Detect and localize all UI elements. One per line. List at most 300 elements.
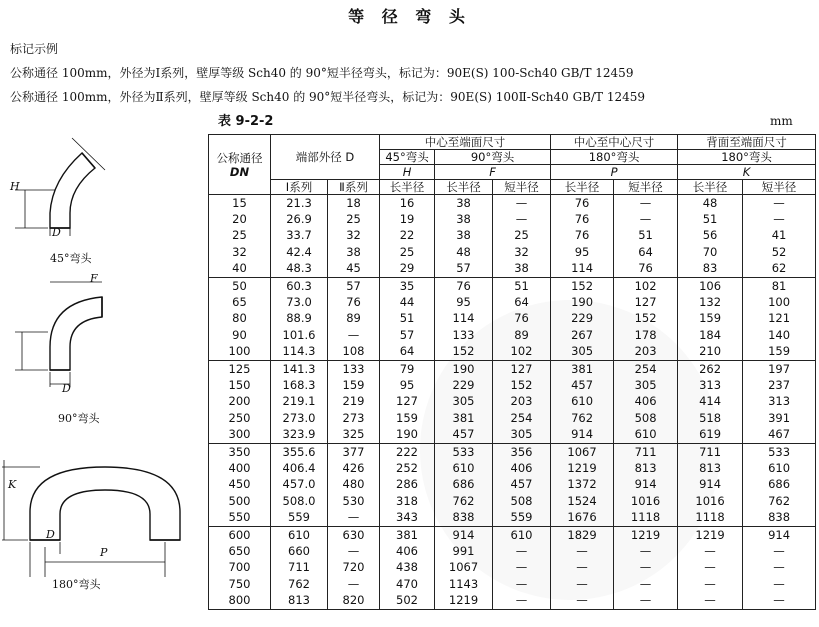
table-row xyxy=(209,560,816,576)
table-cell: 100 xyxy=(209,344,271,361)
table-cell: 80 xyxy=(209,311,271,327)
table-row xyxy=(209,195,816,212)
table-row xyxy=(209,426,816,443)
table-cell: 630 xyxy=(328,526,380,543)
table-cell: 64 xyxy=(493,294,551,310)
table-cell: — xyxy=(614,560,678,576)
table-cell: 133 xyxy=(328,360,380,377)
table-cell: 56 xyxy=(678,228,743,244)
table-cell: 610 xyxy=(551,394,614,410)
table-cell: 57 xyxy=(435,261,493,278)
table-row xyxy=(209,327,816,343)
table-cell: 197 xyxy=(743,360,816,377)
table-cell: 1143 xyxy=(435,576,493,592)
header-long-h: 长半径 xyxy=(380,180,435,195)
table-cell: — xyxy=(551,576,614,592)
table-cell: 178 xyxy=(614,327,678,343)
table-cell: 38 xyxy=(435,211,493,227)
table-cell: 16 xyxy=(380,195,435,212)
table-cell: 610 xyxy=(743,460,816,476)
label-d-45: D xyxy=(52,226,61,239)
table-cell: 33.7 xyxy=(271,228,328,244)
table-cell: — xyxy=(678,543,743,559)
table-cell: — xyxy=(551,592,614,609)
table-cell: 381 xyxy=(435,410,493,426)
table-cell: 106 xyxy=(678,277,743,294)
table-cell: — xyxy=(614,195,678,212)
table-cell: 457.0 xyxy=(271,477,328,493)
header-dn: 公称通径 DN xyxy=(209,135,271,195)
table-cell: 518 xyxy=(678,410,743,426)
table-cell: 76 xyxy=(328,294,380,310)
table-cell: — xyxy=(551,543,614,559)
table-cell: 1118 xyxy=(678,509,743,526)
table-cell: 219.1 xyxy=(271,394,328,410)
table-cell: 76 xyxy=(551,195,614,212)
table-cell: 813 xyxy=(271,592,328,609)
table-cell: 262 xyxy=(678,360,743,377)
table-cell: 508 xyxy=(614,410,678,426)
table-cell: 305 xyxy=(493,426,551,443)
header-series-2: Ⅱ系列 xyxy=(328,180,380,195)
table-cell: 914 xyxy=(678,477,743,493)
table-cell: — xyxy=(493,560,551,576)
table-cell: 114.3 xyxy=(271,344,328,361)
header-90deg: 90°弯头 xyxy=(435,150,551,165)
header-sym-h: H xyxy=(380,165,435,180)
table-cell: 1016 xyxy=(614,493,678,509)
table-cell: 32 xyxy=(209,244,271,260)
table-cell: 750 xyxy=(209,576,271,592)
table-cell: 26.9 xyxy=(271,211,328,227)
table-cell: 219 xyxy=(328,394,380,410)
mark-example-label: 标记示例 xyxy=(10,42,59,56)
table-cell: 300 xyxy=(209,426,271,443)
header-short-k: 短半径 xyxy=(743,180,816,195)
table-cell: 838 xyxy=(743,509,816,526)
table-cell: 1372 xyxy=(551,477,614,493)
table-cell: 480 xyxy=(328,477,380,493)
table-cell: 762 xyxy=(743,493,816,509)
table-cell: 229 xyxy=(435,377,493,393)
table-row xyxy=(209,244,816,260)
table-cell: 95 xyxy=(380,377,435,393)
table-cell: 250 xyxy=(209,410,271,426)
table-cell: 914 xyxy=(435,526,493,543)
table-cell: 65 xyxy=(209,294,271,310)
table-cell: 76 xyxy=(435,277,493,294)
table-cell: 1016 xyxy=(678,493,743,509)
table-cell: 711 xyxy=(678,443,743,460)
table-cell: 21.3 xyxy=(271,195,328,212)
table-cell: 1067 xyxy=(435,560,493,576)
table-row xyxy=(209,576,816,592)
table-cell: — xyxy=(493,592,551,609)
table-cell: 79 xyxy=(380,360,435,377)
table-cell: 42.4 xyxy=(271,244,328,260)
table-cell: 81 xyxy=(743,277,816,294)
label-d-180: D xyxy=(46,528,55,541)
table-row xyxy=(209,311,816,327)
table-cell: — xyxy=(678,576,743,592)
table-cell: — xyxy=(614,576,678,592)
table-row xyxy=(209,543,816,559)
table-cell: — xyxy=(743,560,816,576)
table-cell: 467 xyxy=(743,426,816,443)
table-cell: — xyxy=(493,211,551,227)
example-line-1: 公称通径 100mm，外径为Ⅰ系列，壁厚等级 Sch40 的 90°短半径弯头，标记为：90E(S) 100-Sch40 GB/T 12459 xyxy=(10,66,634,80)
table-cell: 190 xyxy=(551,294,614,310)
header-back-end: 背面至端面尺寸 xyxy=(678,135,816,150)
table-cell: 305 xyxy=(435,394,493,410)
table-cell: 273 xyxy=(328,410,380,426)
elbow-dimension-table xyxy=(208,134,816,610)
table-cell: 222 xyxy=(380,443,435,460)
unit-label: mm xyxy=(770,114,793,128)
table-cell: 914 xyxy=(743,526,816,543)
table-cell: 44 xyxy=(380,294,435,310)
table-cell: 15 xyxy=(209,195,271,212)
label-p: P xyxy=(100,546,108,559)
example-line-2: 公称通径 100mm，外径为Ⅱ系列，壁厚等级 Sch40 的 90°短半径弯头，标记为：90E(S) 100Ⅱ-Sch40 GB/T 12459 xyxy=(10,90,646,104)
table-cell: — xyxy=(328,543,380,559)
table-cell: 391 xyxy=(743,410,816,426)
table-cell: — xyxy=(328,576,380,592)
table-row xyxy=(209,410,816,426)
page-title: 等 径 弯 头 xyxy=(348,7,471,26)
table-cell: 38 xyxy=(435,195,493,212)
table-cell: 600 xyxy=(209,526,271,543)
table-cell: 89 xyxy=(493,327,551,343)
table-cell: 686 xyxy=(435,477,493,493)
table-cell: 305 xyxy=(551,344,614,361)
table-cell: 470 xyxy=(380,576,435,592)
table-cell: — xyxy=(493,576,551,592)
table-cell: 1219 xyxy=(614,526,678,543)
label-f: F xyxy=(90,272,98,285)
table-cell: 76 xyxy=(493,311,551,327)
table-cell: — xyxy=(493,195,551,212)
table-row xyxy=(209,509,816,526)
table-cell: — xyxy=(743,195,816,212)
table-cell: 125 xyxy=(209,360,271,377)
table-cell: 22 xyxy=(380,228,435,244)
table-cell: 32 xyxy=(493,244,551,260)
table-cell: — xyxy=(678,560,743,576)
table-cell: 95 xyxy=(551,244,614,260)
table-cell: 350 xyxy=(209,443,271,460)
table-cell: 1524 xyxy=(551,493,614,509)
table-cell: 133 xyxy=(435,327,493,343)
table-cell: 159 xyxy=(380,410,435,426)
table-cell: 64 xyxy=(614,244,678,260)
table-cell: 141.3 xyxy=(271,360,328,377)
table-row xyxy=(209,460,816,476)
table-cell: 41 xyxy=(743,228,816,244)
table-row xyxy=(209,360,816,377)
header-series-1: Ⅰ系列 xyxy=(271,180,328,195)
table-cell: 660 xyxy=(271,543,328,559)
header-center-end: 中心至端面尺寸 xyxy=(380,135,551,150)
table-cell: 762 xyxy=(435,493,493,509)
table-row xyxy=(209,493,816,509)
table-cell: 610 xyxy=(435,460,493,476)
table-cell: 610 xyxy=(493,526,551,543)
table-cell: 76 xyxy=(551,228,614,244)
table-cell: 159 xyxy=(678,311,743,327)
table-cell: 152 xyxy=(614,311,678,327)
header-sym-k: K xyxy=(678,165,816,180)
table-row xyxy=(209,377,816,393)
table-cell: 127 xyxy=(380,394,435,410)
table-cell: 200 xyxy=(209,394,271,410)
table-cell: 813 xyxy=(614,460,678,476)
table-cell: 25 xyxy=(493,228,551,244)
table-cell: 273.0 xyxy=(271,410,328,426)
table-cell: 323.9 xyxy=(271,426,328,443)
table-cell: 414 xyxy=(678,394,743,410)
table-cell: 508.0 xyxy=(271,493,328,509)
table-cell: 377 xyxy=(328,443,380,460)
table-cell: 168.3 xyxy=(271,377,328,393)
table-cell: 914 xyxy=(551,426,614,443)
table-cell: 313 xyxy=(678,377,743,393)
table-cell: 95 xyxy=(435,294,493,310)
table-cell: — xyxy=(493,543,551,559)
table-cell: 426 xyxy=(328,460,380,476)
table-cell: 52 xyxy=(743,244,816,260)
header-sym-f: F xyxy=(435,165,551,180)
table-cell: 559 xyxy=(271,509,328,526)
table-cell: 60.3 xyxy=(271,277,328,294)
table-row xyxy=(209,443,816,460)
table-cell: 152 xyxy=(551,277,614,294)
table-cell: 140 xyxy=(743,327,816,343)
table-cell: 313 xyxy=(743,394,816,410)
table-cell: 57 xyxy=(328,277,380,294)
header-short-f: 短半径 xyxy=(493,180,551,195)
table-cell: — xyxy=(328,327,380,343)
table-cell: 159 xyxy=(743,344,816,361)
table-row xyxy=(209,228,816,244)
table-cell: 533 xyxy=(435,443,493,460)
table-cell: — xyxy=(743,576,816,592)
table-cell: — xyxy=(678,592,743,609)
table-cell: 1219 xyxy=(551,460,614,476)
table-cell: 184 xyxy=(678,327,743,343)
table-cell: 838 xyxy=(435,509,493,526)
table-cell: 114 xyxy=(435,311,493,327)
table-cell: — xyxy=(743,592,816,609)
table-cell: 762 xyxy=(551,410,614,426)
table-cell: — xyxy=(743,543,816,559)
table-cell: 159 xyxy=(328,377,380,393)
table-row xyxy=(209,294,816,310)
header-long-k: 长半径 xyxy=(678,180,743,195)
table-cell: 32 xyxy=(328,228,380,244)
table-cell: 914 xyxy=(614,477,678,493)
table-cell: 102 xyxy=(493,344,551,361)
table-cell: 20 xyxy=(209,211,271,227)
table-cell: 610 xyxy=(271,526,328,543)
table-cell: 190 xyxy=(380,426,435,443)
figure-45-elbow xyxy=(10,128,120,238)
caption-180: 180°弯头 xyxy=(52,578,101,591)
table-row xyxy=(209,592,816,609)
table-body xyxy=(209,195,816,610)
table-cell: — xyxy=(614,592,678,609)
table-cell: 132 xyxy=(678,294,743,310)
table-cell: 406.4 xyxy=(271,460,328,476)
header-short-p: 短半径 xyxy=(614,180,678,195)
table-row xyxy=(209,394,816,410)
table-cell: 25 xyxy=(209,228,271,244)
table-cell: 343 xyxy=(380,509,435,526)
table-cell: 29 xyxy=(380,261,435,278)
table-cell: 127 xyxy=(493,360,551,377)
table-cell: 650 xyxy=(209,543,271,559)
table-cell: 762 xyxy=(271,576,328,592)
table-cell: 508 xyxy=(493,493,551,509)
table-cell: 254 xyxy=(493,410,551,426)
header-long-f: 长半径 xyxy=(435,180,493,195)
table-cell: 45 xyxy=(328,261,380,278)
table-cell: 102 xyxy=(614,277,678,294)
table-row xyxy=(209,261,816,278)
table-cell: 457 xyxy=(435,426,493,443)
table-cell: — xyxy=(614,211,678,227)
table-cell: 152 xyxy=(493,377,551,393)
table-cell: 254 xyxy=(614,360,678,377)
table-cell: 559 xyxy=(493,509,551,526)
table-cell: 356 xyxy=(493,443,551,460)
table-cell: 400 xyxy=(209,460,271,476)
table-cell: — xyxy=(614,543,678,559)
table-cell: 114 xyxy=(551,261,614,278)
table-cell: 305 xyxy=(614,377,678,393)
table-cell: 1067 xyxy=(551,443,614,460)
table-cell: 550 xyxy=(209,509,271,526)
table-cell: 127 xyxy=(614,294,678,310)
table-cell: 38 xyxy=(328,244,380,260)
table-cell: 70 xyxy=(678,244,743,260)
table-cell: 90 xyxy=(209,327,271,343)
table-cell: 406 xyxy=(493,460,551,476)
table-cell: 502 xyxy=(380,592,435,609)
table-cell: 813 xyxy=(678,460,743,476)
table-cell: 48.3 xyxy=(271,261,328,278)
table-row xyxy=(209,477,816,493)
table-cell: 88.9 xyxy=(271,311,328,327)
table-cell: 57 xyxy=(380,327,435,343)
header-180deg-k: 180°弯头 xyxy=(678,150,816,165)
table-row xyxy=(209,211,816,227)
caption-45: 45°弯头 xyxy=(50,252,92,265)
table-cell: 35 xyxy=(380,277,435,294)
table-cell: 76 xyxy=(551,211,614,227)
table-cell: 406 xyxy=(380,543,435,559)
table-cell: 83 xyxy=(678,261,743,278)
table-cell: 500 xyxy=(209,493,271,509)
table-cell: 800 xyxy=(209,592,271,609)
label-h: H xyxy=(10,180,20,193)
table-cell: 100 xyxy=(743,294,816,310)
table-cell: 1219 xyxy=(435,592,493,609)
table-cell: 237 xyxy=(743,377,816,393)
table-cell: 1676 xyxy=(551,509,614,526)
table-cell: 1219 xyxy=(678,526,743,543)
table-cell: 51 xyxy=(614,228,678,244)
caption-90: 90°弯头 xyxy=(58,412,100,425)
table-cell: 381 xyxy=(551,360,614,377)
table-cell: 190 xyxy=(435,360,493,377)
table-cell: 318 xyxy=(380,493,435,509)
figure-180-elbow xyxy=(0,442,200,582)
table-cell: 720 xyxy=(328,560,380,576)
table-cell: 152 xyxy=(435,344,493,361)
table-cell: 991 xyxy=(435,543,493,559)
table-cell: 286 xyxy=(380,477,435,493)
table-cell: — xyxy=(551,560,614,576)
table-cell: — xyxy=(743,211,816,227)
table-cell: 406 xyxy=(614,394,678,410)
table-cell: 76 xyxy=(614,261,678,278)
table-cell: 619 xyxy=(678,426,743,443)
table-cell: 19 xyxy=(380,211,435,227)
table-cell: 252 xyxy=(380,460,435,476)
table-row xyxy=(209,526,816,543)
table-cell: 62 xyxy=(743,261,816,278)
table-cell: 700 xyxy=(209,560,271,576)
table-cell: 25 xyxy=(380,244,435,260)
table-cell: 48 xyxy=(678,195,743,212)
table-cell: 450 xyxy=(209,477,271,493)
table-cell: 711 xyxy=(271,560,328,576)
table-cell: 18 xyxy=(328,195,380,212)
table-cell: 203 xyxy=(493,394,551,410)
table-cell: 210 xyxy=(678,344,743,361)
table-cell: 457 xyxy=(493,477,551,493)
table-cell: 150 xyxy=(209,377,271,393)
table-cell: 381 xyxy=(380,526,435,543)
header-45deg: 45°弯头 xyxy=(380,150,435,165)
table-cell: 820 xyxy=(328,592,380,609)
table-cell: 530 xyxy=(328,493,380,509)
table-cell: 73.0 xyxy=(271,294,328,310)
table-cell: 101.6 xyxy=(271,327,328,343)
table-cell: 48 xyxy=(435,244,493,260)
table-cell: 1118 xyxy=(614,509,678,526)
table-cell: 89 xyxy=(328,311,380,327)
label-d-90: D xyxy=(62,382,71,395)
table-cell: 51 xyxy=(380,311,435,327)
table-cell: 25 xyxy=(328,211,380,227)
table-row xyxy=(209,344,816,361)
table-cell: 229 xyxy=(551,311,614,327)
table-cell: 711 xyxy=(614,443,678,460)
header-od: 端部外径 D xyxy=(271,135,380,180)
label-k: K xyxy=(8,478,17,491)
table-cell: 325 xyxy=(328,426,380,443)
table-cell: 64 xyxy=(380,344,435,361)
table-row xyxy=(209,277,816,294)
table-cell: 108 xyxy=(328,344,380,361)
header-center-center: 中心至中心尺寸 xyxy=(551,135,678,150)
table-cell: 686 xyxy=(743,477,816,493)
header-180deg-p: 180°弯头 xyxy=(551,150,678,165)
table-cell: 533 xyxy=(743,443,816,460)
table-cell: 203 xyxy=(614,344,678,361)
